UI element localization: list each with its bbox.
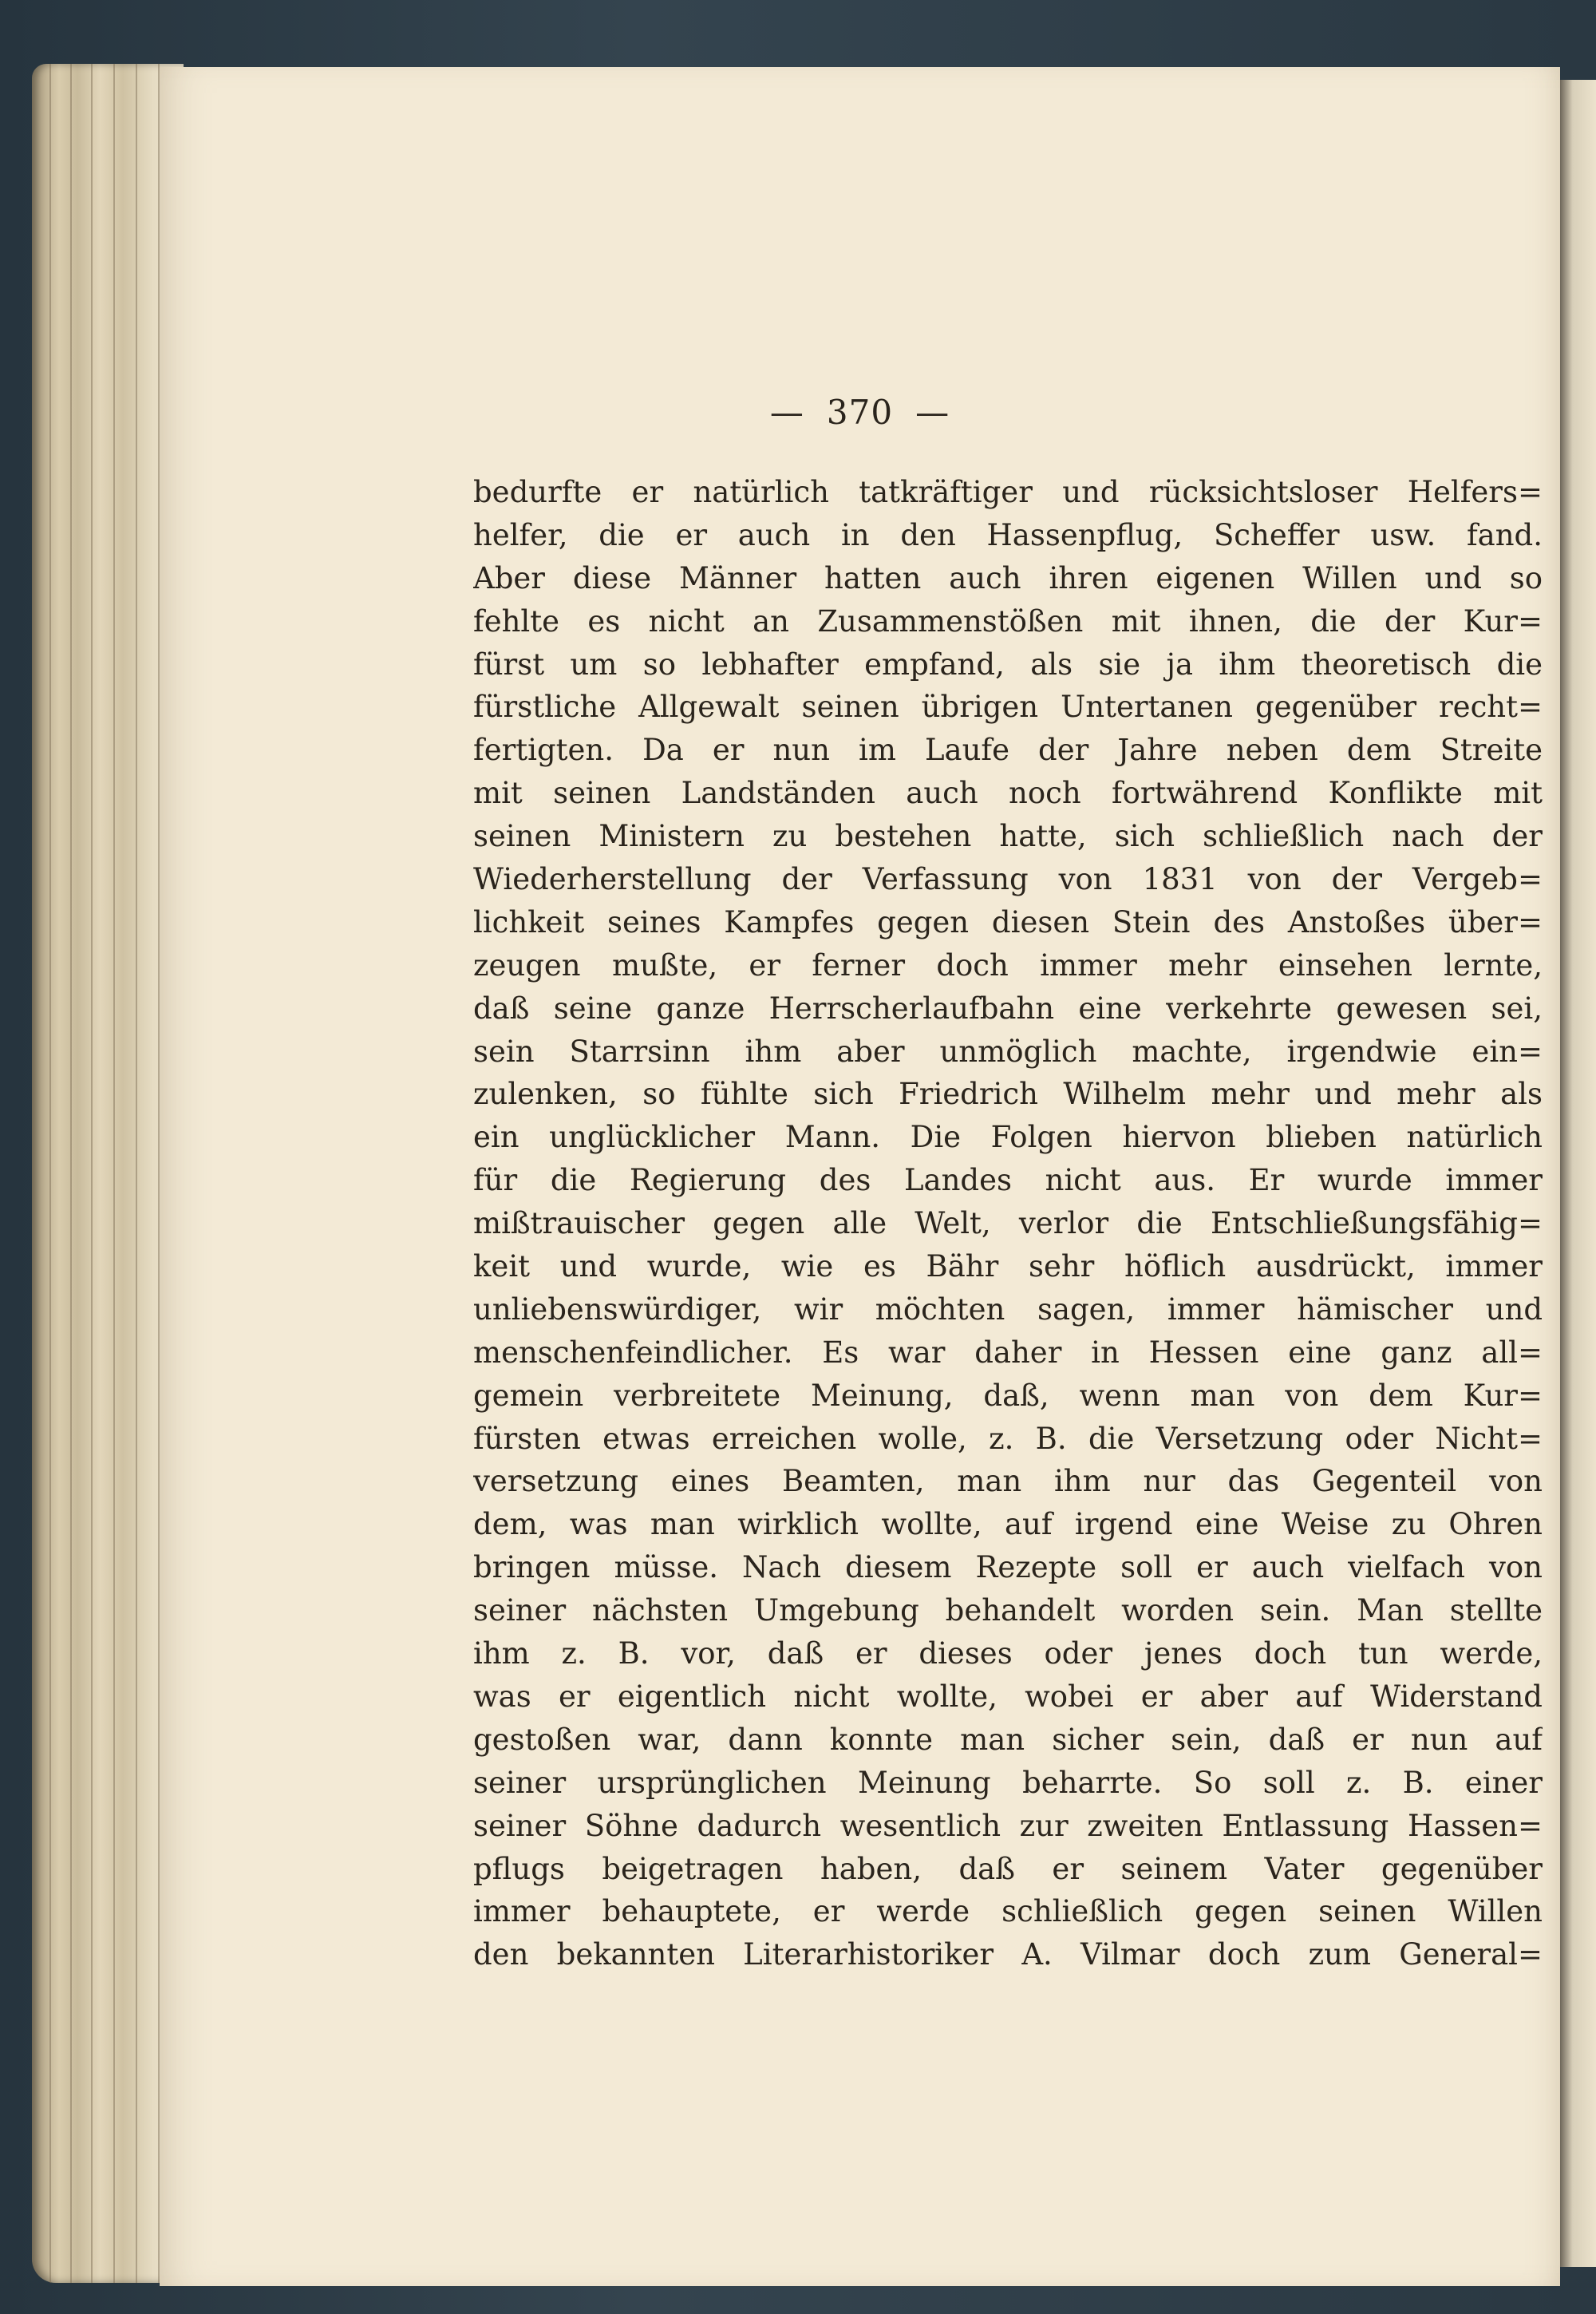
- text-line: gestoßen war, dann konnte man sicher sein, daß er nun auf: [473, 1722, 1543, 1757]
- text-line: gemein verbreitete Meinung, daß, wenn man von dem Kur=: [473, 1378, 1543, 1413]
- text-line: seinen Ministern zu bestehen hatte, sich schließlich nach der: [473, 819, 1543, 854]
- text-line: lichkeit seines Kampfes gegen diesen Stein des Anstoßes über=: [473, 904, 1543, 939]
- text-line: Aber diese Männer hatten auch ihren eigenen Willen und so: [473, 560, 1543, 595]
- text-line: mißtrauischer gegen alle Welt, verlor die Entschließungsfähig=: [473, 1206, 1543, 1241]
- text-line: für die Regierung des Landes nicht aus. Er wurde immer: [473, 1163, 1543, 1198]
- next-page-edge: [1560, 80, 1596, 2267]
- text-line: fürstliche Allgewalt seinen übrigen Untertanen gegenüber recht=: [473, 690, 1543, 725]
- text-line: dem, was man wirklich wollte, auf irgend eine Weise zu Ohren: [473, 1507, 1543, 1542]
- text-line: seiner Söhne dadurch wesentlich zur zweiten Entlassung Hassen=: [473, 1808, 1543, 1843]
- header-dash-right: —: [915, 393, 950, 432]
- text-line: immer behauptete, er werde schließlich gegen seinen Willen: [473, 1894, 1543, 1929]
- page-edge: [91, 64, 93, 2283]
- text-line: versetzung eines Beamten, man ihm nur das Gegenteil von: [473, 1464, 1543, 1499]
- text-line: fürst um so lebhafter empfand, als sie ja ihm theoretisch die: [473, 647, 1543, 682]
- page-number-header: [160, 393, 1560, 432]
- text-line: ein unglücklicher Mann. Die Folgen hiervon blieben natürlich: [473, 1120, 1543, 1155]
- text-line: seiner ursprünglichen Meinung beharrte. So soll z. B. einer: [473, 1765, 1543, 1800]
- text-line: daß seine ganze Herrscherlaufbahn eine verkehrte gewesen sei,: [473, 991, 1543, 1026]
- text-line: ihm z. B. vor, daß er dieses oder jenes doch tun werde,: [473, 1636, 1543, 1671]
- text-line: fürsten etwas erreichen wolle, z. B. die Versetzung oder Nicht=: [473, 1421, 1543, 1456]
- text-line: unliebenswürdiger, wir möchten sagen, immer hämischer und: [473, 1291, 1543, 1327]
- text-line: den bekannten Literarhistoriker A. Vilmar doch zum General=: [473, 1937, 1543, 1972]
- text-line: mit seinen Landständen auch noch fortwährend Konflikte mit: [473, 776, 1543, 811]
- text-line: bringen müsse. Nach diesem Rezepte soll er auch vielfach von: [473, 1550, 1543, 1585]
- text-line: was er eigentlich nicht wollte, wobei er aber auf Widerstand: [473, 1679, 1543, 1714]
- text-line: helfer, die er auch in den Hassenpflug, Scheffer usw. fand.: [473, 517, 1543, 552]
- text-line: pflugs beigetragen haben, daß er seinem Vater gegenüber: [473, 1851, 1543, 1886]
- text-line: zeugen mußte, er ferner doch immer mehr einsehen lernte,: [473, 947, 1543, 983]
- text-line: sein Starrsinn ihm aber unmöglich machte, irgendwie ein=: [473, 1034, 1543, 1069]
- text-line: fehlte es nicht an Zusammenstößen mit ihnen, die der Kur=: [473, 603, 1543, 639]
- text-line: fertigten. Da er nun im Laufe der Jahre neben dem Streite: [473, 733, 1543, 768]
- page-edge: [70, 64, 72, 2283]
- page-edge: [49, 64, 51, 2283]
- text-line: zulenken, so fühlte sich Friedrich Wilhelm mehr und mehr als: [473, 1077, 1543, 1112]
- body-text: [473, 471, 1543, 1976]
- text-line: seiner nächsten Umgebung behandelt worden sein. Man stellte: [473, 1593, 1543, 1628]
- page-edge: [113, 64, 115, 2283]
- text-line: bedurfte er natürlich tatkräftiger und rücksichtsloser Helfers=: [473, 475, 1543, 509]
- page-number: 370: [826, 393, 894, 432]
- book-page: [160, 67, 1560, 2286]
- text-line: keit und wurde, wie es Bähr sehr höflich ausdrückt, immer: [473, 1249, 1543, 1284]
- text-line: menschenfeindlicher. Es war daher in Hessen eine ganz all=: [473, 1335, 1543, 1370]
- header-dash-left: —: [769, 393, 804, 432]
- text-line: Wiederherstellung der Verfassung von 1831 von der Vergeb=: [473, 862, 1543, 897]
- page-edge: [136, 64, 137, 2283]
